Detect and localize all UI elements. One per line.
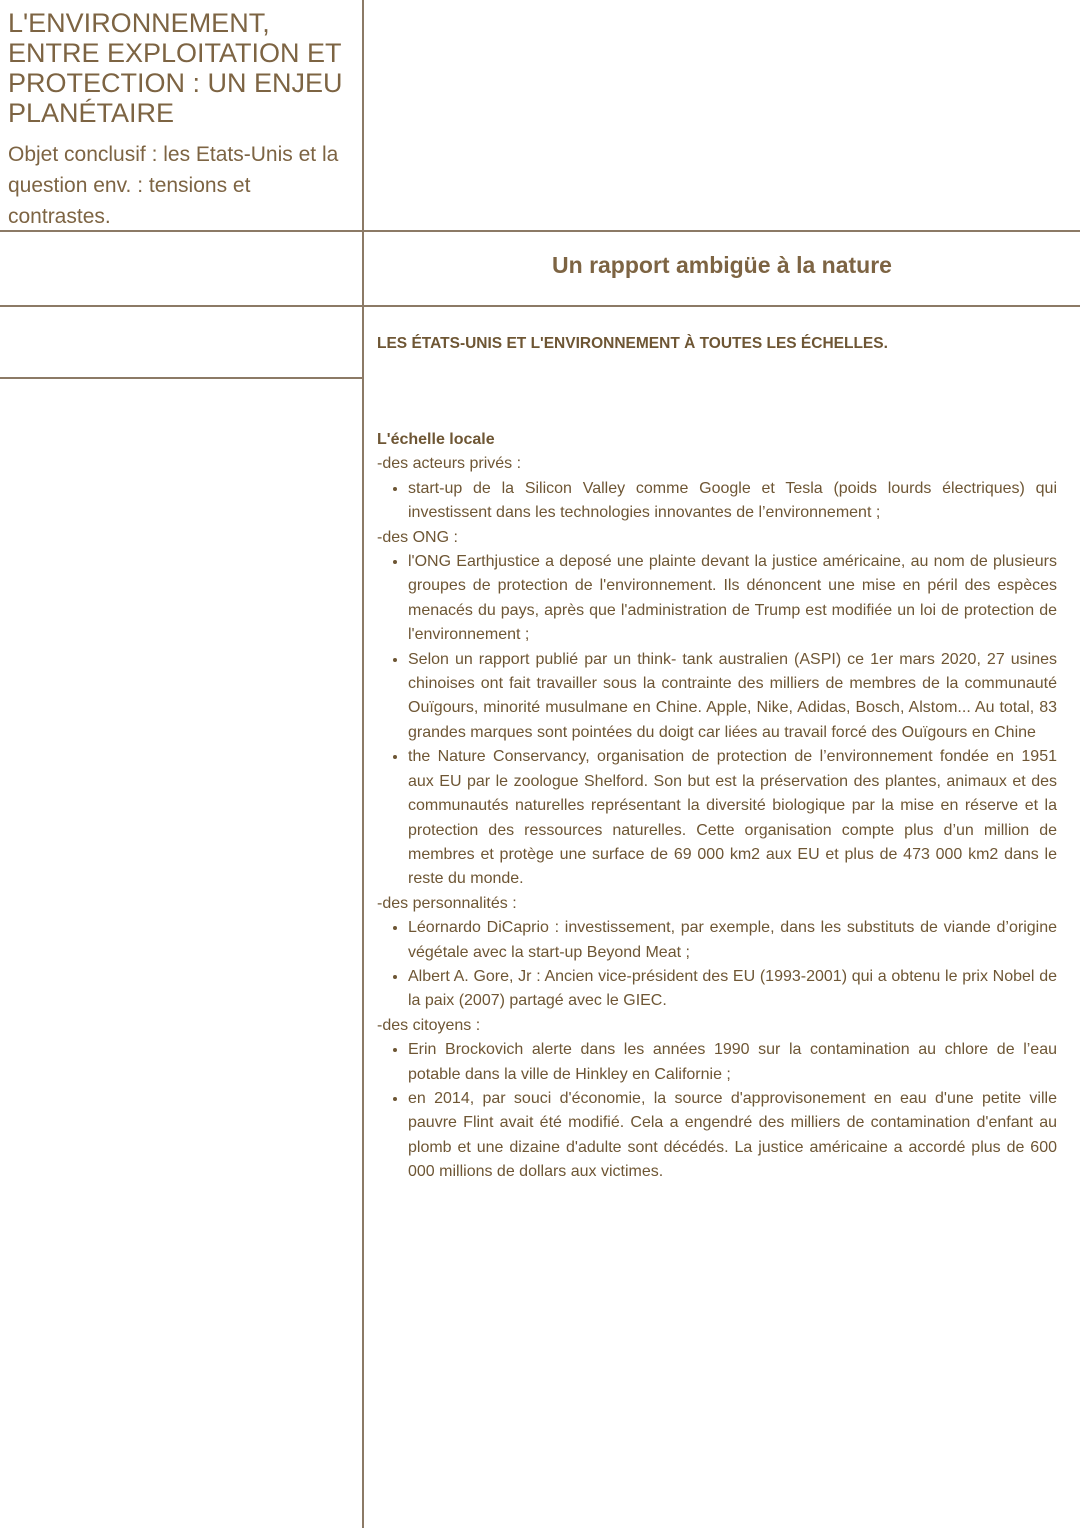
list-item: • Erin Brockovich alerte dans les années 1990 sur la contamination au chlore de l’eau potable dans la ville de Hinkley en Californie ;	[408, 1038, 1057, 1087]
row-divider	[0, 377, 363, 379]
group-label: -des citoyens :	[377, 1016, 481, 1034]
group-label: -des ONG :	[377, 528, 458, 546]
list-item: • Selon un rapport publié par un think- tank australien (ASPI) ce 1er mars 2020, 27 usines chinoises ont fait travailler sous la contrainte des milliers de membres de la communauté Ouïgours, minorité musulmane en Chine. Apple, Nike, Adidas, Bosch, Alstom... Au total, 83 grandes marques sont pointées du doigt car liées au travail forcé des Ouïgours en Chine	[408, 648, 1057, 746]
row-divider	[0, 305, 1080, 307]
section-title: Un rapport ambigüe à la nature	[552, 252, 892, 278]
content-body	[377, 428, 1057, 1185]
group-label: -des acteurs privés :	[377, 455, 522, 473]
group-label: -des personnalités :	[377, 894, 517, 912]
document-title: L'ENVIRONNEMENT, ENTRE EXPLOITATION ET PROTECTION : UN ENJEU PLANÉTAIRE	[8, 8, 343, 128]
list-item: • start-up de la Silicon Valley comme Google et Tesla (poids lourds électriques) qui investissent dans les technologies innovantes de l’environnement ;	[408, 477, 1057, 526]
list-item: • en 2014, par souci d'économie, la source d'approvisonement en eau d'une petite ville pauvre Flint avait été modifié. Cela a engendré des milliers de contamination d'enfant au plomb et une dizaine d'adulte sont décédés. La justice américaine a accordé plus de 600 000 millions de dollars aux victimes.	[408, 1087, 1057, 1185]
bullet-list	[377, 1038, 1057, 1184]
bullet-list	[377, 550, 1057, 892]
list-item: • the Nature Conservancy, organisation de protection de l’environnement fondée en 1951 aux EU par le zoologue Shelford. Son but est la préservation des plantes, animaux et des communautés naturelles représentant la diversité biologique par la mise en réserve et la protection des ressources naturelles. Cette organisation compte plus d’un million de membres et protège une surface de 69 000 km2 aux EU et plus de 473 000 km2 dans le reste du monde.	[408, 745, 1057, 891]
document-subtitle: Objet conclusif : les Etats-Unis et la question env. : tensions et contrastes.	[8, 143, 339, 228]
bullet-list	[377, 916, 1057, 1014]
bullet-list	[377, 477, 1057, 526]
list-item: • l'ONG Earthjustice a deposé une plainte devant la justice américaine, au nom de plusieurs groupes de protection de l'environnement. Ils dénoncent une mise en péril des espèces menacés du pays, après que l'administration de Trump est modifiée un loi de protection de l'environnement ;	[408, 550, 1057, 648]
list-item: • Albert A. Gore, Jr : Ancien vice-président des EU (1993-2001) qui a obtenu le prix Nobel de la paix (2007) partagé avec le GIEC.	[408, 965, 1057, 1014]
content-heading: L'échelle locale	[377, 431, 495, 448]
subsection-title: LES ÉTATS-UNIS ET L'ENVIRONNEMENT À TOUTES LES ÉCHELLES.	[377, 335, 888, 352]
list-item: • Léornardo DiCaprio : investissement, par exemple, dans les substituts de viande d’origine végétale avec la start-up Beyond Meat ;	[408, 916, 1057, 965]
